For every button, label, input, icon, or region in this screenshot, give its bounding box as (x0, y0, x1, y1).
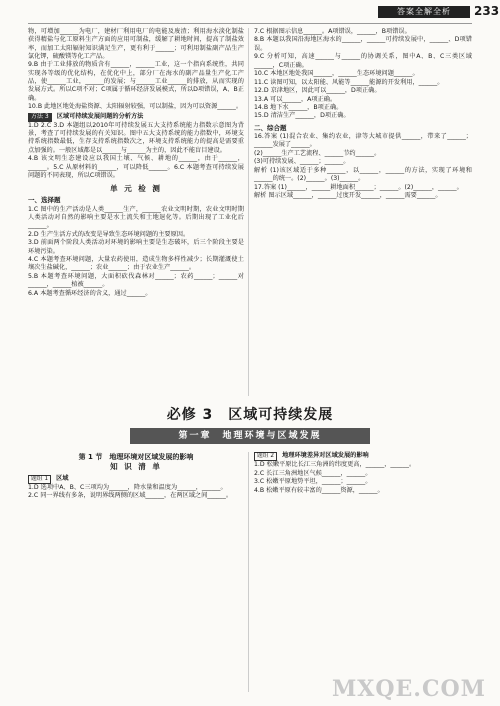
paragraph: 1.D 选项中A、B、C三项均为______，降水量和温度为______，______。 (28, 483, 227, 491)
paragraph: 4.B 该文明生态建设应以我国土壤、气候、耕地的______，由于______，______。5.C 从原材料的______，可以降低______。6.C 本题考查可持续发展问题的不同表现，所以C项错误。 (28, 155, 244, 179)
paragraph: 解析 (1)该区域适于多种______，以______，______的方法，实现了环境和______的统一。(2)______。(3)______。 (254, 166, 472, 183)
paragraph: 1.D 2.C 3.D 本题组以2010年可持续发展五大支持系统能力指数示意图为背景，考查了可持续发展的有关知识。图中五大支持系统的能力指数中，环境支持系统指数最低，生存支持系统指数次之，环境支持系统能力的提高是需要重点加强的。一般区域都是以______与______为主的，因此不能盲目建设。 (28, 121, 244, 154)
paragraph: 12.D 京津地区，因此可以______，D项正确。 (254, 87, 381, 95)
sub-heading: 一、选择题 (28, 196, 61, 205)
paragraph: 11.C 读图可知，以太阳能、风能等______能源的开发利用，______。 (254, 78, 444, 86)
paragraph: 4.C 本题考查环境问题，大量农药使用，造成生物多样性减少；长期灌溉使土壤次生盐碱化，______；农业______；由于农业生产______。 (28, 256, 244, 272)
watermark-logo: MXQE.COM (331, 676, 486, 702)
paragraph: 4.B 松嫩平原有较丰富的______资源，______。 (254, 486, 384, 494)
method-title: 区域可持续发展问题的分析方法 (56, 113, 144, 121)
paragraph: 9.C 分析可知，高速______与______的协调关系，图中A、B、C三类区域______，C项正确。 (254, 53, 472, 69)
right-column (254, 28, 472, 201)
paragraph: 13.A 可以______，A项正确。 (254, 95, 337, 103)
paragraph: 10.C 本地区地处我国______，______生态环境问题______。 (254, 70, 419, 78)
header-tab: 答案全解全析 (378, 6, 470, 18)
paragraph: 7.C 根据图示信息______。A项错误，______，B项错误。 (254, 28, 411, 35)
paragraph: 3.D 前面两个阶段人类活动对环境的影响主要是生态破坏，后三个阶段主要是环境污染。 (28, 239, 244, 255)
column-divider (248, 452, 249, 692)
paragraph: 2.C 长江三角洲地区气候______，______。 (254, 469, 372, 477)
paragraph: 17.答案 (1)______，______耕地面积______；______。(2)______，______。 (254, 183, 463, 191)
paragraph: 1.C 图中的生产活动是人类______生产，______农业文明时期，农业文明时期人类活动对自然的影响主要是水土流失和土地退化等。后期出现了工业化后______。 (28, 205, 244, 230)
top-rule (28, 23, 472, 24)
question-group-tag: 题组 1 (28, 475, 51, 484)
sub-heading: 二、综合题 (254, 123, 287, 132)
paragraph: 15.D 清洁生产______，D项正确。 (254, 112, 350, 120)
paragraph: 8.B 本题以我国沿海地区海水的______，______可持续发展中，______、D项错误。 (254, 36, 472, 52)
bottom-left-column (28, 450, 244, 501)
knowledge-list-heading: 知 识 清 单 (110, 462, 162, 472)
page-number: 233 (474, 4, 500, 18)
section-heading: 第 1 节 地理环境对区域发展的影响 (78, 453, 194, 461)
paragraph: 10.B 此地区地处海盐资源、太阳辐射较强，可以制盐，因为可以资源______。 (28, 103, 243, 111)
topic-title: 地理环境差异对区域发展的影响 (282, 452, 369, 459)
left-column (28, 28, 244, 298)
bottom-right-column (254, 452, 472, 495)
chapter-title: 第一章 地理环境与区域发展 (130, 428, 370, 444)
topic-title: 区域 (56, 474, 69, 482)
paragraph: 6.A 本题考查循环经济的含义，通过______。 (28, 289, 152, 297)
paragraph: 2.C 同一界线有多条，说明界线两侧的区域______，在两区域之间______。 (28, 492, 233, 500)
paragraph: 解析 图示区域______，______过度开发______，______需要______。 (254, 192, 442, 200)
method-tag: 方法 3 (28, 113, 52, 121)
paragraph: 5.B 本题考查环境问题，大面积砍伐森林对______；农药______；______对______，______植被______。 (28, 272, 244, 289)
paragraph: 3.C 松嫩平原地势平坦，______；______。 (254, 478, 372, 486)
book-section-title: 必修 3 区域可持续发展 (166, 407, 334, 423)
column-divider (248, 28, 249, 396)
section-title: 单 元 检 测 (110, 184, 162, 194)
paragraph: 9.B 由于工业排放的物质含有______，______工业，这一个指向系统性，共同实现各等级的优化结构，在优化中上，部分厂在海水的副产品量生产化工产品，使______工业，______的发展；与______工业______的排放，从而实现的发展方式。所以C项不对；C项属于循环经济发展模式，所以D项错误，A、B正确。 (28, 61, 244, 102)
paragraph: 16.答案 (1)混合农业、集约农业，津等大城市提供______，带来了______；______发展了______。 (254, 133, 472, 149)
page-header (0, 0, 500, 22)
paragraph: (3)可持续发展、______；______。 (254, 158, 350, 166)
paragraph: 物，可增加______为电厂，建材厂利用电厂的电能及废渣；利用海水淡化制盐获得精盐与化工原料生产方面的应用可制盐，缓解了耕地时间，提高了制盐效率，而加工太阳辐射知识满足生产，更有利于______；可利用制盐副产品生产氯化钾，硫酸镁等化工产品。 (28, 28, 244, 60)
question-group-tag: 题组 2 (254, 452, 277, 461)
paragraph: (2)______生产工艺流程、______节约______。 (254, 149, 381, 157)
paragraph: 2.D 生产生活方式的改变是导致生态环境问题的主要原因。 (28, 230, 190, 238)
paragraph: 14.B 地下水______，B项正确。 (254, 103, 343, 111)
paragraph: 1.D 松嫩平原比长江三角洲的纬度更高，______，______。 (254, 461, 416, 469)
